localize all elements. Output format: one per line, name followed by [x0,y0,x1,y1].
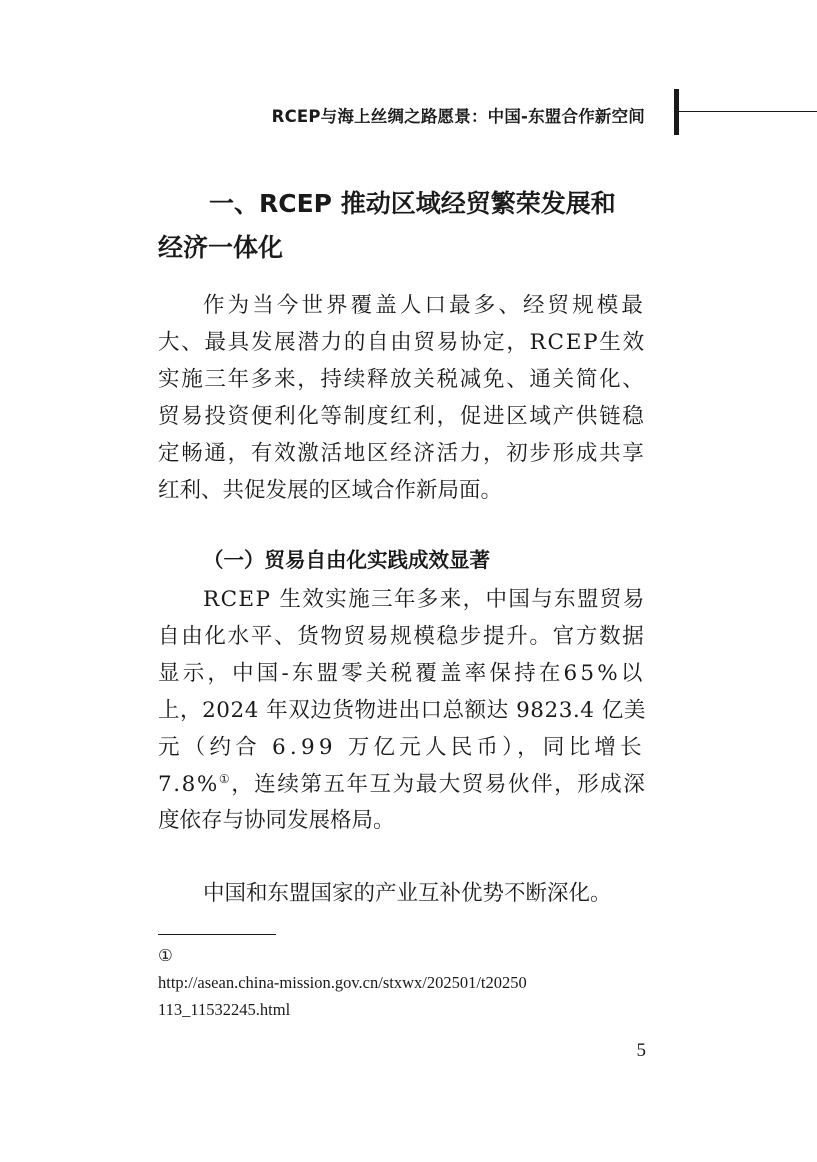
paragraph-line [158,767,646,804]
header-bar [674,89,679,135]
paragraph-line: 显示，中国-东盟零关税覆盖率保持在65%以 [158,660,646,686]
subheading-1: （一）贸易自由化实践成效显著 [203,548,490,572]
paragraph-line: 贸易投资便利化等制度红利，促进区域产供链稳 [158,403,646,429]
footnote [158,942,646,1023]
paragraph-1 [158,288,646,509]
paragraph-line: 红利、共促发展的区域合作新局面。 [158,477,503,503]
paragraph-line: 作为当今世界覆盖人口最多、经贸规模最 [203,293,647,318]
paragraph-line: 中国和东盟国家的产业互补优势不断深化。 [203,881,612,906]
paragraph-line: 定畅通，有效激活地区经济活力，初步形成共享 [158,440,646,466]
section-title-line-1: 一、RCEP 推动区域经贸繁荣发展和 [209,189,616,218]
footnote-marker: ① [158,946,173,965]
paragraph-line: 元（约合 6.99 万亿元人民币），同比增长 [158,734,646,760]
header-rule [679,111,817,112]
section-title [158,182,646,270]
paragraph-line: 实施三年多来，持续释放关税减免、通关简化、 [158,366,646,392]
paragraph-line: 大、最具发展潜力的自由贸易协定，RCEP生效 [158,329,646,355]
paragraph-line: RCEP 生效实施三年多来，中国与东盟贸易 [203,587,646,612]
paragraph-line: 上，2024 年双边货物进出口总额达 9823.4 亿美 [158,697,646,723]
paragraph-line: 度依存与协同发展格局。 [158,808,395,834]
running-head: RCEP与海上丝绸之路愿景：中国-东盟合作新空间 [271,107,645,126]
footnote-line-1 [158,942,646,996]
footnote-url-part-1[interactable]: http://asean.china-mission.gov.cn/stxwx/202501/t20250 [158,973,527,992]
paragraph-text: 7.8% [158,771,219,797]
paragraph-3 [158,876,646,913]
paragraph-2 [158,582,646,840]
footnote-url-part-2[interactable]: 113_11532245.html [158,1000,291,1019]
footnote-rule [158,934,276,935]
page-number: 5 [636,1040,646,1061]
paragraph-line: 自由化水平、货物贸易规模稳步提升。官方数据 [158,623,646,649]
section-title-line-2: 经济一体化 [158,233,284,262]
paragraph-text: ，连续第五年互为最大贸易伙伴，形成深 [231,771,647,797]
footnote-reference[interactable]: ① [218,771,232,786]
